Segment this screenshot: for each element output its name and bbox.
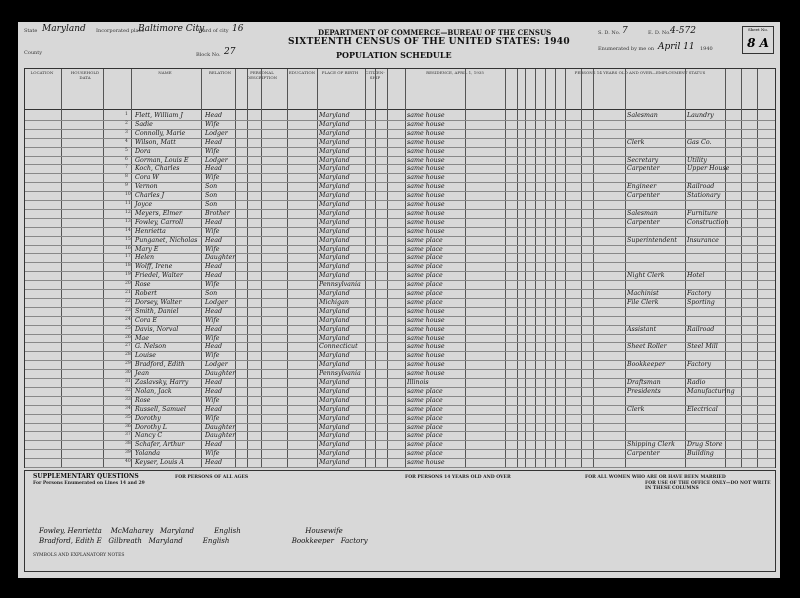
line-number: 27	[125, 343, 131, 349]
residence-1935: same house	[407, 307, 445, 315]
supp-row-29	[39, 537, 368, 545]
birthplace: Maryland	[319, 156, 350, 164]
line-number: 12	[125, 209, 131, 215]
relation: Lodger	[205, 156, 228, 164]
residence-1935: same house	[407, 138, 445, 146]
relation: Brother	[205, 209, 230, 217]
relation: Head	[205, 387, 223, 395]
relation: Head	[205, 165, 223, 173]
line-number: 30	[125, 370, 131, 376]
occupation: Salesman	[627, 112, 658, 119]
line-number: 16	[125, 245, 131, 251]
schedule-title: POPULATION SCHEDULE	[336, 50, 452, 60]
col-relation: RELATION	[208, 70, 232, 75]
residence-1935: same house	[407, 352, 445, 360]
line-number: 10	[125, 192, 131, 198]
line-number: 37	[125, 432, 131, 438]
relation: Wife	[205, 316, 220, 324]
residence-1935: same house	[407, 112, 445, 119]
occupation: Secretary	[627, 156, 659, 164]
supp-mother: Gilbreath	[108, 537, 142, 545]
birthplace: Maryland	[319, 325, 350, 333]
industry: Furniture	[687, 209, 718, 217]
line-number: 36	[125, 423, 131, 429]
relation: Head	[205, 325, 223, 333]
ward-label: Ward of city	[198, 28, 229, 34]
occupation: Superintendent	[627, 236, 677, 244]
industry: Utility	[687, 156, 707, 164]
industry: Construction	[687, 218, 729, 226]
relation: Son	[205, 201, 218, 208]
relation: Head	[205, 263, 223, 271]
line-number: 34	[125, 405, 131, 411]
relation: Wife	[205, 174, 220, 182]
birthplace: Maryland	[319, 245, 350, 253]
sd-label: S. D. No.	[598, 30, 621, 36]
birthplace: Maryland	[319, 138, 350, 146]
industry: Sporting	[687, 298, 715, 306]
relation: Son	[205, 290, 218, 297]
occupation: Sheet Roller	[627, 343, 667, 351]
person-name: Jean	[135, 370, 150, 378]
industry: Steel Mill	[687, 343, 718, 351]
supp-occupation: Housewife	[305, 527, 343, 535]
relation: Son	[205, 192, 218, 200]
person-name: Joyce	[135, 201, 153, 208]
residence-1935: same house	[407, 174, 445, 182]
relation: Wife	[205, 227, 220, 235]
birthplace: Maryland	[319, 192, 350, 200]
relation: Head	[205, 307, 223, 315]
relation: Wife	[205, 120, 220, 128]
person-name: Mae	[135, 334, 149, 342]
birthplace: Maryland	[319, 112, 350, 119]
relation: Head	[205, 112, 223, 119]
relation: Wife	[205, 147, 220, 155]
residence-1935: same place	[407, 290, 443, 297]
birthplace: Maryland	[319, 129, 350, 137]
birthplace: Maryland	[319, 379, 350, 386]
industry: Manufacturing	[687, 387, 735, 395]
date-value: April 11	[658, 42, 695, 52]
residence-1935: same house	[407, 120, 445, 128]
birthplace: Connecticut	[319, 343, 358, 351]
supp-row-14	[39, 527, 343, 535]
women-heading: FOR ALL WOMEN WHO ARE OR HAVE BEEN MARRIED	[585, 475, 726, 480]
person-name: Gorman, Louis E	[135, 156, 189, 164]
occupation: File Clerk	[627, 298, 659, 306]
supplementary-section	[24, 470, 776, 572]
line-number: 24	[125, 316, 131, 322]
birthplace: Maryland	[319, 387, 350, 395]
industry: Insurance	[687, 236, 719, 244]
birthplace: Maryland	[319, 432, 350, 440]
supp-occupation: Bookkeeper	[291, 537, 335, 545]
relation: Lodger	[205, 129, 228, 137]
birthplace: Maryland	[319, 352, 350, 360]
line-number: 35	[125, 414, 131, 420]
col-household: HOUSEHOLD DATA	[70, 70, 100, 80]
industry: Upper House	[687, 165, 730, 173]
relation: Head	[205, 272, 223, 280]
residence-1935: same house	[407, 459, 445, 467]
relation: Head	[205, 405, 223, 413]
person-name: Nolan, Jack	[135, 387, 172, 395]
residence-1935: same house	[407, 147, 445, 155]
birthplace: Pennsylvania	[319, 370, 361, 378]
person-name: Bradford, Edith	[135, 361, 185, 369]
person-name: Connolly, Marie	[135, 129, 186, 137]
over14-heading: FOR PERSONS 14 YEARS OLD AND OVER	[405, 475, 511, 480]
date-label: Enumerated by me on	[598, 46, 655, 52]
residence-1935: same place	[407, 423, 443, 431]
line-number: 25	[125, 325, 131, 331]
line-number: 4	[125, 138, 128, 144]
occupation: Carpenter	[627, 450, 660, 458]
occupation: Clerk	[627, 405, 645, 413]
birthplace: Maryland	[319, 290, 350, 297]
line-number: 9	[125, 183, 128, 189]
column-headers	[25, 69, 775, 110]
line-number: 8	[125, 174, 128, 180]
relation: Wife	[205, 396, 220, 404]
birthplace: Maryland	[319, 316, 350, 324]
person-name: Russell, Samuel	[135, 405, 186, 413]
person-name: Keyser, Louis A	[135, 459, 184, 467]
line-number: 38	[125, 441, 131, 447]
person-name: Dorothy	[135, 414, 161, 422]
col-location: LOCATION	[30, 70, 54, 75]
county-label: County	[24, 50, 43, 56]
person-name: Koch, Charles	[135, 165, 180, 173]
place-value: Baltimore City	[138, 24, 205, 34]
person-name: Sadie	[135, 120, 153, 128]
industry: Stationary	[687, 192, 721, 200]
person-name: Smith, Daniel	[135, 307, 179, 315]
birthplace: Maryland	[319, 361, 350, 369]
sheet-number-box	[742, 26, 774, 54]
birthplace: Maryland	[319, 165, 350, 173]
birthplace: Pennsylvania	[319, 281, 361, 289]
residence-1935: same house	[407, 227, 445, 235]
person-name: Yolanda	[135, 450, 161, 458]
relation: Head	[205, 459, 223, 467]
sheet-value: 8 A	[747, 36, 769, 50]
person-name: Friedel, Walter	[135, 272, 183, 280]
industry: Gas Co.	[687, 138, 712, 146]
birthplace: Maryland	[319, 120, 350, 128]
supp-place: Maryland	[148, 537, 183, 545]
person-name: Punganet, Nicholas	[135, 236, 198, 244]
industry: Hotel	[687, 272, 705, 280]
line-number: 39	[125, 450, 131, 456]
birthplace: Maryland	[319, 414, 350, 422]
person-name: Robert	[135, 290, 157, 297]
person-name: Dora	[135, 147, 151, 155]
residence-1935: same place	[407, 281, 443, 289]
occupation: Bookkeeper	[627, 361, 666, 369]
occupation: Clerk	[627, 138, 645, 146]
residence-1935: same place	[407, 245, 443, 253]
line-number: 3	[125, 129, 128, 135]
line-number: 28	[125, 352, 131, 358]
relation: Son	[205, 183, 218, 191]
occupation: Carpenter	[627, 192, 660, 200]
occupation: Shipping Clerk	[627, 441, 675, 449]
residence-1935: same house	[407, 316, 445, 324]
supp-industry: Factory	[340, 537, 368, 545]
occupation: Engineer	[627, 183, 657, 191]
notes-label: SYMBOLS AND EXPLANATORY NOTES	[33, 553, 125, 558]
col-personal: PERSONAL DESCRIPTION	[246, 70, 278, 80]
ed-label: E. D. No.	[648, 30, 671, 36]
person-name: Fowley, Carroll	[135, 218, 184, 226]
industry: Railroad	[687, 325, 715, 333]
relation: Daughter	[205, 370, 236, 378]
residence-1935: same place	[407, 405, 443, 413]
residence-1935: same house	[407, 201, 445, 208]
relation: Daughter	[205, 432, 236, 440]
birthplace: Maryland	[319, 236, 350, 244]
person-name: Mary E	[135, 245, 159, 253]
line-number: 32	[125, 387, 131, 393]
birthplace: Maryland	[319, 396, 350, 404]
place-label: Incorporated place	[96, 28, 145, 34]
department-title: DEPARTMENT OF COMMERCE—BUREAU OF THE CENSUS	[318, 28, 552, 37]
supp-name: Fowley, Henrietta	[39, 527, 102, 535]
ward-value: 16	[232, 24, 244, 34]
residence-1935: same place	[407, 414, 443, 422]
person-name: Wilson, Matt	[135, 138, 176, 146]
residence-1935: same place	[407, 263, 443, 271]
residence-1935: same place	[407, 272, 443, 280]
line-number: 40	[125, 459, 131, 465]
birthplace: Maryland	[319, 450, 350, 458]
relation: Wife	[205, 352, 220, 360]
birthplace: Maryland	[319, 441, 350, 449]
relation: Head	[205, 236, 223, 244]
line-number: 18	[125, 263, 131, 269]
line-number: 17	[125, 254, 131, 260]
relation: Wife	[205, 245, 220, 253]
sd-value: 7	[622, 26, 628, 36]
state-label: State	[24, 28, 38, 34]
residence-1935: same house	[407, 129, 445, 137]
ed-value: 4-572	[670, 26, 696, 36]
row-divider	[25, 467, 775, 468]
birthplace: Maryland	[319, 147, 350, 155]
line-number: 31	[125, 379, 131, 384]
person-name: Meyers, Elmer	[135, 209, 183, 217]
birthplace: Maryland	[319, 307, 350, 315]
birthplace: Maryland	[319, 183, 350, 191]
relation: Daughter	[205, 254, 236, 262]
person-name: Zaslavsky, Harry	[135, 379, 189, 386]
col-employment: PERSONS 14 YEARS OLD AND OVER—EMPLOYMENT STATUS	[574, 70, 706, 75]
occupation: Assistant	[627, 325, 657, 333]
person-name: Wolff, Irene	[135, 263, 173, 271]
line-number: 7	[125, 165, 128, 171]
relation: Head	[205, 218, 223, 226]
occupation: Salesman	[627, 209, 658, 217]
col-residence: RESIDENCE, APRIL 1, 1935	[426, 70, 484, 75]
relation: Daughter	[205, 423, 236, 431]
relation: Lodger	[205, 298, 228, 306]
birthplace: Maryland	[319, 272, 350, 280]
all-ages-heading: FOR PERSONS OF ALL AGES	[175, 475, 249, 480]
col-birthplace: PLACE OF BIRTH	[321, 70, 359, 75]
year-value: 1940	[700, 46, 713, 52]
line-number: 33	[125, 396, 131, 402]
residence-1935: same house	[407, 370, 445, 378]
relation: Head	[205, 379, 223, 386]
birthplace: Maryland	[319, 459, 350, 467]
line-number: 29	[125, 361, 131, 367]
supp-language: English	[214, 527, 241, 535]
industry: Building	[687, 450, 714, 458]
population-grid	[24, 68, 776, 468]
residence-1935: same place	[407, 236, 443, 244]
birthplace: Maryland	[319, 334, 350, 342]
state-value: Maryland	[42, 24, 86, 34]
residence-1935: same place	[407, 387, 443, 395]
relation: Head	[205, 343, 223, 351]
industry: Electrical	[687, 405, 718, 413]
block-label: Block No.	[196, 52, 221, 58]
occupation: Carpenter	[627, 165, 660, 173]
residence-1935: same place	[407, 254, 443, 262]
residence-1935: same place	[407, 450, 443, 458]
residence-1935: same place	[407, 432, 443, 440]
sheet-label: Sheet No.	[747, 27, 769, 32]
col-citizenship: CITIZEN-SHIP	[365, 70, 385, 80]
block-value: 27	[224, 47, 236, 57]
birthplace: Michigan	[319, 298, 349, 306]
industry: Radio	[687, 379, 706, 386]
birthplace: Maryland	[319, 227, 350, 235]
line-number: 1	[125, 112, 128, 117]
relation: Wife	[205, 414, 220, 422]
person-name: Cora E	[135, 316, 157, 324]
line-number: 14	[125, 227, 131, 233]
supplementary-subtitle: For Persons Enumerated on Lines 14 and 29	[33, 481, 145, 486]
birthplace: Maryland	[319, 254, 350, 262]
line-number: 5	[125, 147, 128, 153]
residence-1935: same house	[407, 361, 445, 369]
occupation: Night Clerk	[627, 272, 665, 280]
occupation: Draftsman	[627, 379, 661, 386]
line-number: 23	[125, 307, 131, 313]
relation: Head	[205, 441, 223, 449]
col-name: NAME	[158, 70, 172, 75]
person-name: Louise	[135, 352, 156, 360]
line-number: 11	[125, 201, 131, 206]
person-name: Henrietta	[135, 227, 166, 235]
line-number: 15	[125, 236, 131, 242]
line-number: 20	[125, 281, 131, 287]
residence-1935: same house	[407, 209, 445, 217]
birthplace: Maryland	[319, 209, 350, 217]
office-heading: FOR USE OF THE OFFICE ONLY—DO NOT WRITE IN THESE COLUMNS	[645, 481, 771, 491]
relation: Wife	[205, 334, 220, 342]
col-education: EDUCATION	[288, 70, 316, 75]
person-name: Schafer, Arthur	[135, 441, 185, 449]
residence-1935: same house	[407, 334, 445, 342]
census-sheet	[18, 22, 780, 578]
line-number: 22	[125, 298, 131, 304]
person-name: Helen	[135, 254, 155, 262]
line-number: 2	[125, 120, 128, 126]
census-title: SIXTEENTH CENSUS OF THE UNITED STATES: 1940	[288, 37, 570, 47]
line-number: 6	[125, 156, 128, 162]
residence-1935: same house	[407, 325, 445, 333]
line-number: 13	[125, 218, 131, 224]
birthplace: Maryland	[319, 263, 350, 271]
occupation: Carpenter	[627, 218, 660, 226]
relation: Wife	[205, 450, 220, 458]
occupation: Presidents	[627, 387, 661, 395]
occupation: Machinist	[627, 290, 659, 297]
relation: Wife	[205, 281, 220, 289]
residence-1935: Illinois	[407, 379, 429, 386]
person-name: G. Nelson	[135, 343, 167, 351]
residence-1935: same place	[407, 298, 443, 306]
person-name: Nancy C	[135, 432, 163, 440]
supp-language: English	[202, 537, 230, 545]
industry: Factory	[687, 361, 712, 369]
birthplace: Maryland	[319, 423, 350, 431]
person-name: Flett, William J	[135, 112, 183, 119]
line-number: 26	[125, 334, 131, 340]
person-name: Cora W	[135, 174, 159, 182]
person-name: Dorsey, Walter	[135, 298, 182, 306]
residence-1935: same house	[407, 183, 445, 191]
relation: Lodger	[205, 361, 228, 369]
relation: Head	[205, 138, 223, 146]
person-name: Vernon	[135, 183, 158, 191]
residence-1935: same house	[407, 165, 445, 173]
industry: Factory	[687, 290, 712, 297]
industry: Drug Store	[687, 441, 723, 449]
residence-1935: same place	[407, 441, 443, 449]
birthplace: Maryland	[319, 218, 350, 226]
supp-place: Maryland	[159, 527, 195, 535]
person-name: Rose	[135, 281, 151, 289]
line-number: 19	[125, 272, 131, 278]
birthplace: Maryland	[319, 201, 350, 208]
industry: Railroad	[687, 183, 715, 191]
residence-1935: same house	[407, 343, 445, 351]
person-name: Charles J	[135, 192, 165, 200]
industry: Laundry	[687, 112, 714, 119]
residence-1935: same house	[407, 218, 445, 226]
residence-1935: same house	[407, 156, 445, 164]
residence-1935: same place	[407, 396, 443, 404]
supp-name: Bradford, Edith E	[39, 537, 102, 545]
person-name: Rose	[135, 396, 151, 404]
supp-father: McMaharey	[110, 527, 154, 535]
birthplace: Maryland	[319, 174, 350, 182]
person-name: Dorothy L	[135, 423, 167, 431]
residence-1935: same house	[407, 192, 445, 200]
person-name: Davis, Norval	[135, 325, 179, 333]
birthplace: Maryland	[319, 405, 350, 413]
line-number: 21	[125, 290, 131, 295]
supplementary-title: SUPPLEMENTARY QUESTIONS	[33, 473, 139, 480]
